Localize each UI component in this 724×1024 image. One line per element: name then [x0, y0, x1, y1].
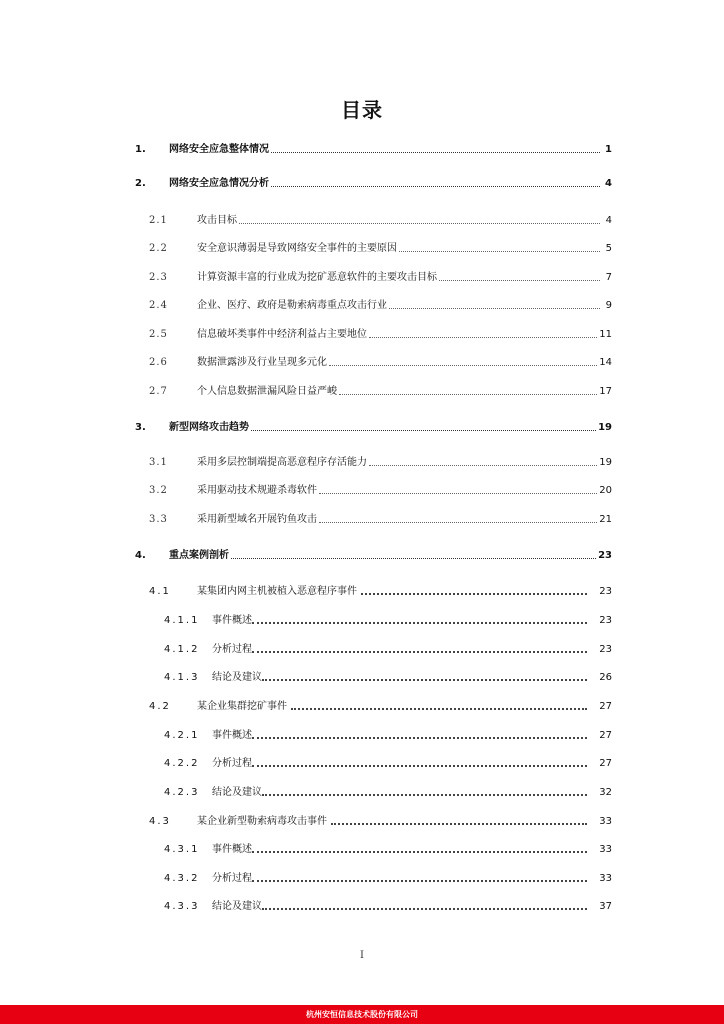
footer-company: 杭州安恒信息技术股份有限公司 — [306, 1010, 418, 1019]
toc-entry[interactable] — [164, 668, 612, 686]
toc-entry-page: 20 — [599, 485, 612, 496]
toc-entry-label: 分析过程 — [212, 644, 252, 655]
footer-bar — [0, 1005, 724, 1024]
dot-leader — [291, 708, 587, 710]
toc-entry[interactable] — [149, 582, 612, 600]
toc-entry-number: 4.3 — [149, 816, 171, 827]
dot-leader — [331, 823, 587, 825]
toc-entry[interactable] — [149, 481, 612, 499]
toc-entry[interactable] — [149, 453, 612, 471]
toc-entry[interactable] — [149, 382, 612, 400]
toc-entry-page: 23 — [599, 644, 612, 655]
toc-entry[interactable] — [149, 325, 612, 343]
toc-entry-label: 某集团内网主机被植入恶意程序事件 — [197, 586, 357, 597]
dot-leader — [271, 152, 600, 153]
toc-entry-page: 14 — [599, 357, 612, 368]
toc-entry-page: 26 — [599, 672, 612, 683]
toc-entry[interactable] — [149, 510, 612, 528]
toc-entry-page: 9 — [605, 300, 612, 311]
toc-entry-number: 2.2 — [149, 243, 168, 254]
dot-leader — [251, 430, 596, 431]
toc-entry-page: 23 — [599, 586, 612, 597]
dot-leader — [339, 394, 597, 395]
toc-entry-number: 4.2.1 — [164, 730, 200, 741]
toc-entry[interactable] — [135, 418, 612, 436]
toc-entry-label: 新型网络攻击趋势 — [169, 422, 249, 433]
toc-entry-page: 11 — [599, 329, 612, 340]
toc-entry-label: 某企业新型勒索病毒攻击事件 — [197, 816, 327, 827]
toc-entry[interactable] — [164, 897, 612, 915]
toc-entry-label: 计算资源丰富的行业成为挖矿恶意软件的主要攻击目标 — [197, 272, 437, 283]
toc-entry-number: 4.1.1 — [164, 615, 200, 626]
toc-entry-number: 2.7 — [149, 386, 168, 397]
dot-leader — [319, 493, 597, 494]
toc-entry-label: 数据泄露涉及行业呈现多元化 — [197, 357, 327, 368]
dot-leader — [319, 522, 597, 523]
dot-leader — [369, 465, 597, 466]
toc-entry-label: 分析过程 — [212, 873, 252, 884]
toc-entry-number: 2.6 — [149, 357, 168, 368]
toc-entry-number: 4.2.2 — [164, 758, 200, 769]
toc-entry-number: 3.2 — [149, 485, 168, 496]
toc-entry-label: 重点案例剖析 — [169, 550, 229, 561]
dot-leader — [252, 765, 587, 767]
toc-entry-number: 4.3.2 — [164, 873, 200, 884]
dot-leader — [239, 223, 600, 224]
toc-entry[interactable] — [135, 546, 612, 564]
toc-entry-page: 4 — [605, 215, 612, 226]
toc-entry-number: 2. — [135, 178, 146, 189]
toc-entry-page: 27 — [599, 701, 612, 712]
toc-entry-number: 4. — [135, 550, 146, 561]
toc-entry[interactable] — [149, 296, 612, 314]
toc-entry-number: 4.1.3 — [164, 672, 200, 683]
dot-leader — [389, 308, 600, 309]
dot-leader — [231, 558, 596, 559]
dot-leader — [439, 280, 600, 281]
toc-entry-label: 网络安全应急整体情况 — [169, 144, 269, 155]
toc-entry-number: 2.4 — [149, 300, 168, 311]
toc-entry[interactable] — [135, 174, 612, 192]
toc-entry-page: 37 — [599, 901, 612, 912]
dot-leader — [262, 679, 587, 681]
toc-entry[interactable] — [164, 640, 612, 658]
dot-leader — [369, 337, 597, 338]
toc-entry-label: 事件概述 — [212, 615, 252, 626]
toc-entry[interactable] — [149, 268, 612, 286]
page-number: I — [360, 950, 364, 961]
toc-entry-label: 某企业集群挖矿事件 — [197, 701, 287, 712]
toc-entry-label: 信息破坏类事件中经济利益占主要地位 — [197, 329, 367, 340]
toc-entry-number: 4.3.1 — [164, 844, 200, 855]
toc-entry[interactable] — [149, 697, 612, 715]
toc-entry-number: 2.3 — [149, 272, 168, 283]
toc-entry-label: 个人信息数据泄漏风险日益严峻 — [197, 386, 337, 397]
toc-entry-label: 结论及建议 — [212, 787, 262, 798]
dot-leader — [329, 365, 597, 366]
dot-leader — [252, 651, 587, 653]
toc-entry[interactable] — [164, 869, 612, 887]
toc-entry-label: 企业、医疗、政府是勒索病毒重点攻击行业 — [197, 300, 387, 311]
dot-leader — [262, 908, 587, 910]
toc-entry-label: 事件概述 — [212, 730, 252, 741]
toc-entry-page: 21 — [599, 514, 612, 525]
toc-entry-page: 17 — [599, 386, 612, 397]
toc-entry-number: 2.5 — [149, 329, 168, 340]
toc-entry-page: 33 — [599, 816, 612, 827]
toc-entry-number: 4.1 — [149, 586, 171, 597]
toc-entry-label: 采用新型域名开展钓鱼攻击 — [197, 514, 317, 525]
toc-entry-number: 1. — [135, 144, 146, 155]
toc-entry-label: 结论及建议 — [212, 901, 262, 912]
toc-entry[interactable] — [149, 239, 612, 257]
toc-entry[interactable] — [164, 611, 612, 629]
toc-entry[interactable] — [164, 726, 612, 744]
toc-entry-number: 2.1 — [149, 215, 168, 226]
dot-leader — [399, 251, 600, 252]
toc-entry-number: 4.2 — [149, 701, 171, 712]
toc-entry-page: 23 — [598, 550, 612, 561]
toc-entry-page: 33 — [599, 873, 612, 884]
toc-entry[interactable] — [164, 840, 612, 858]
toc-title: 目录 — [341, 98, 383, 122]
toc-entry-label: 网络安全应急情况分析 — [169, 178, 269, 189]
toc-entry-page: 19 — [599, 457, 612, 468]
dot-leader — [271, 186, 600, 187]
toc-entry-page: 5 — [605, 243, 612, 254]
toc-entry-page: 32 — [599, 787, 612, 798]
toc-entry-page: 4 — [605, 178, 612, 189]
toc-entry-page: 1 — [605, 144, 612, 155]
toc-entry-page: 27 — [599, 730, 612, 741]
dot-leader — [252, 851, 587, 853]
toc-entry-label: 事件概述 — [212, 844, 252, 855]
toc-entry[interactable] — [149, 812, 612, 830]
toc-entry-page: 27 — [599, 758, 612, 769]
dot-leader — [252, 880, 587, 882]
dot-leader — [252, 622, 587, 624]
toc-entry-number: 4.2.3 — [164, 787, 200, 798]
toc-entry-number: 3.3 — [149, 514, 168, 525]
toc-entry-number: 4.1.2 — [164, 644, 200, 655]
toc-entry-page: 23 — [599, 615, 612, 626]
dot-leader — [262, 794, 587, 796]
toc-entry[interactable] — [164, 754, 612, 772]
toc-entry[interactable] — [149, 211, 612, 229]
toc-entry[interactable] — [149, 353, 612, 371]
toc-entry-label: 结论及建议 — [212, 672, 262, 683]
toc-entry-page: 33 — [599, 844, 612, 855]
toc-entry-number: 3.1 — [149, 457, 168, 468]
toc-entry-page: 19 — [598, 422, 612, 433]
toc-entry-number: 3. — [135, 422, 146, 433]
toc-entry-number: 4.3.3 — [164, 901, 200, 912]
toc-entry-label: 攻击目标 — [197, 215, 237, 226]
toc-entry-page: 7 — [605, 272, 612, 283]
toc-entry-label: 采用驱动技术规避杀毒软件 — [197, 485, 317, 496]
toc-entry[interactable] — [164, 783, 612, 801]
dot-leader — [361, 593, 587, 595]
toc-entry-label: 采用多层控制端提高恶意程序存活能力 — [197, 457, 367, 468]
toc-entry-label: 安全意识薄弱是导致网络安全事件的主要原因 — [197, 243, 397, 254]
toc-entry[interactable] — [135, 140, 612, 158]
dot-leader — [252, 737, 587, 739]
toc-entry-label: 分析过程 — [212, 758, 252, 769]
